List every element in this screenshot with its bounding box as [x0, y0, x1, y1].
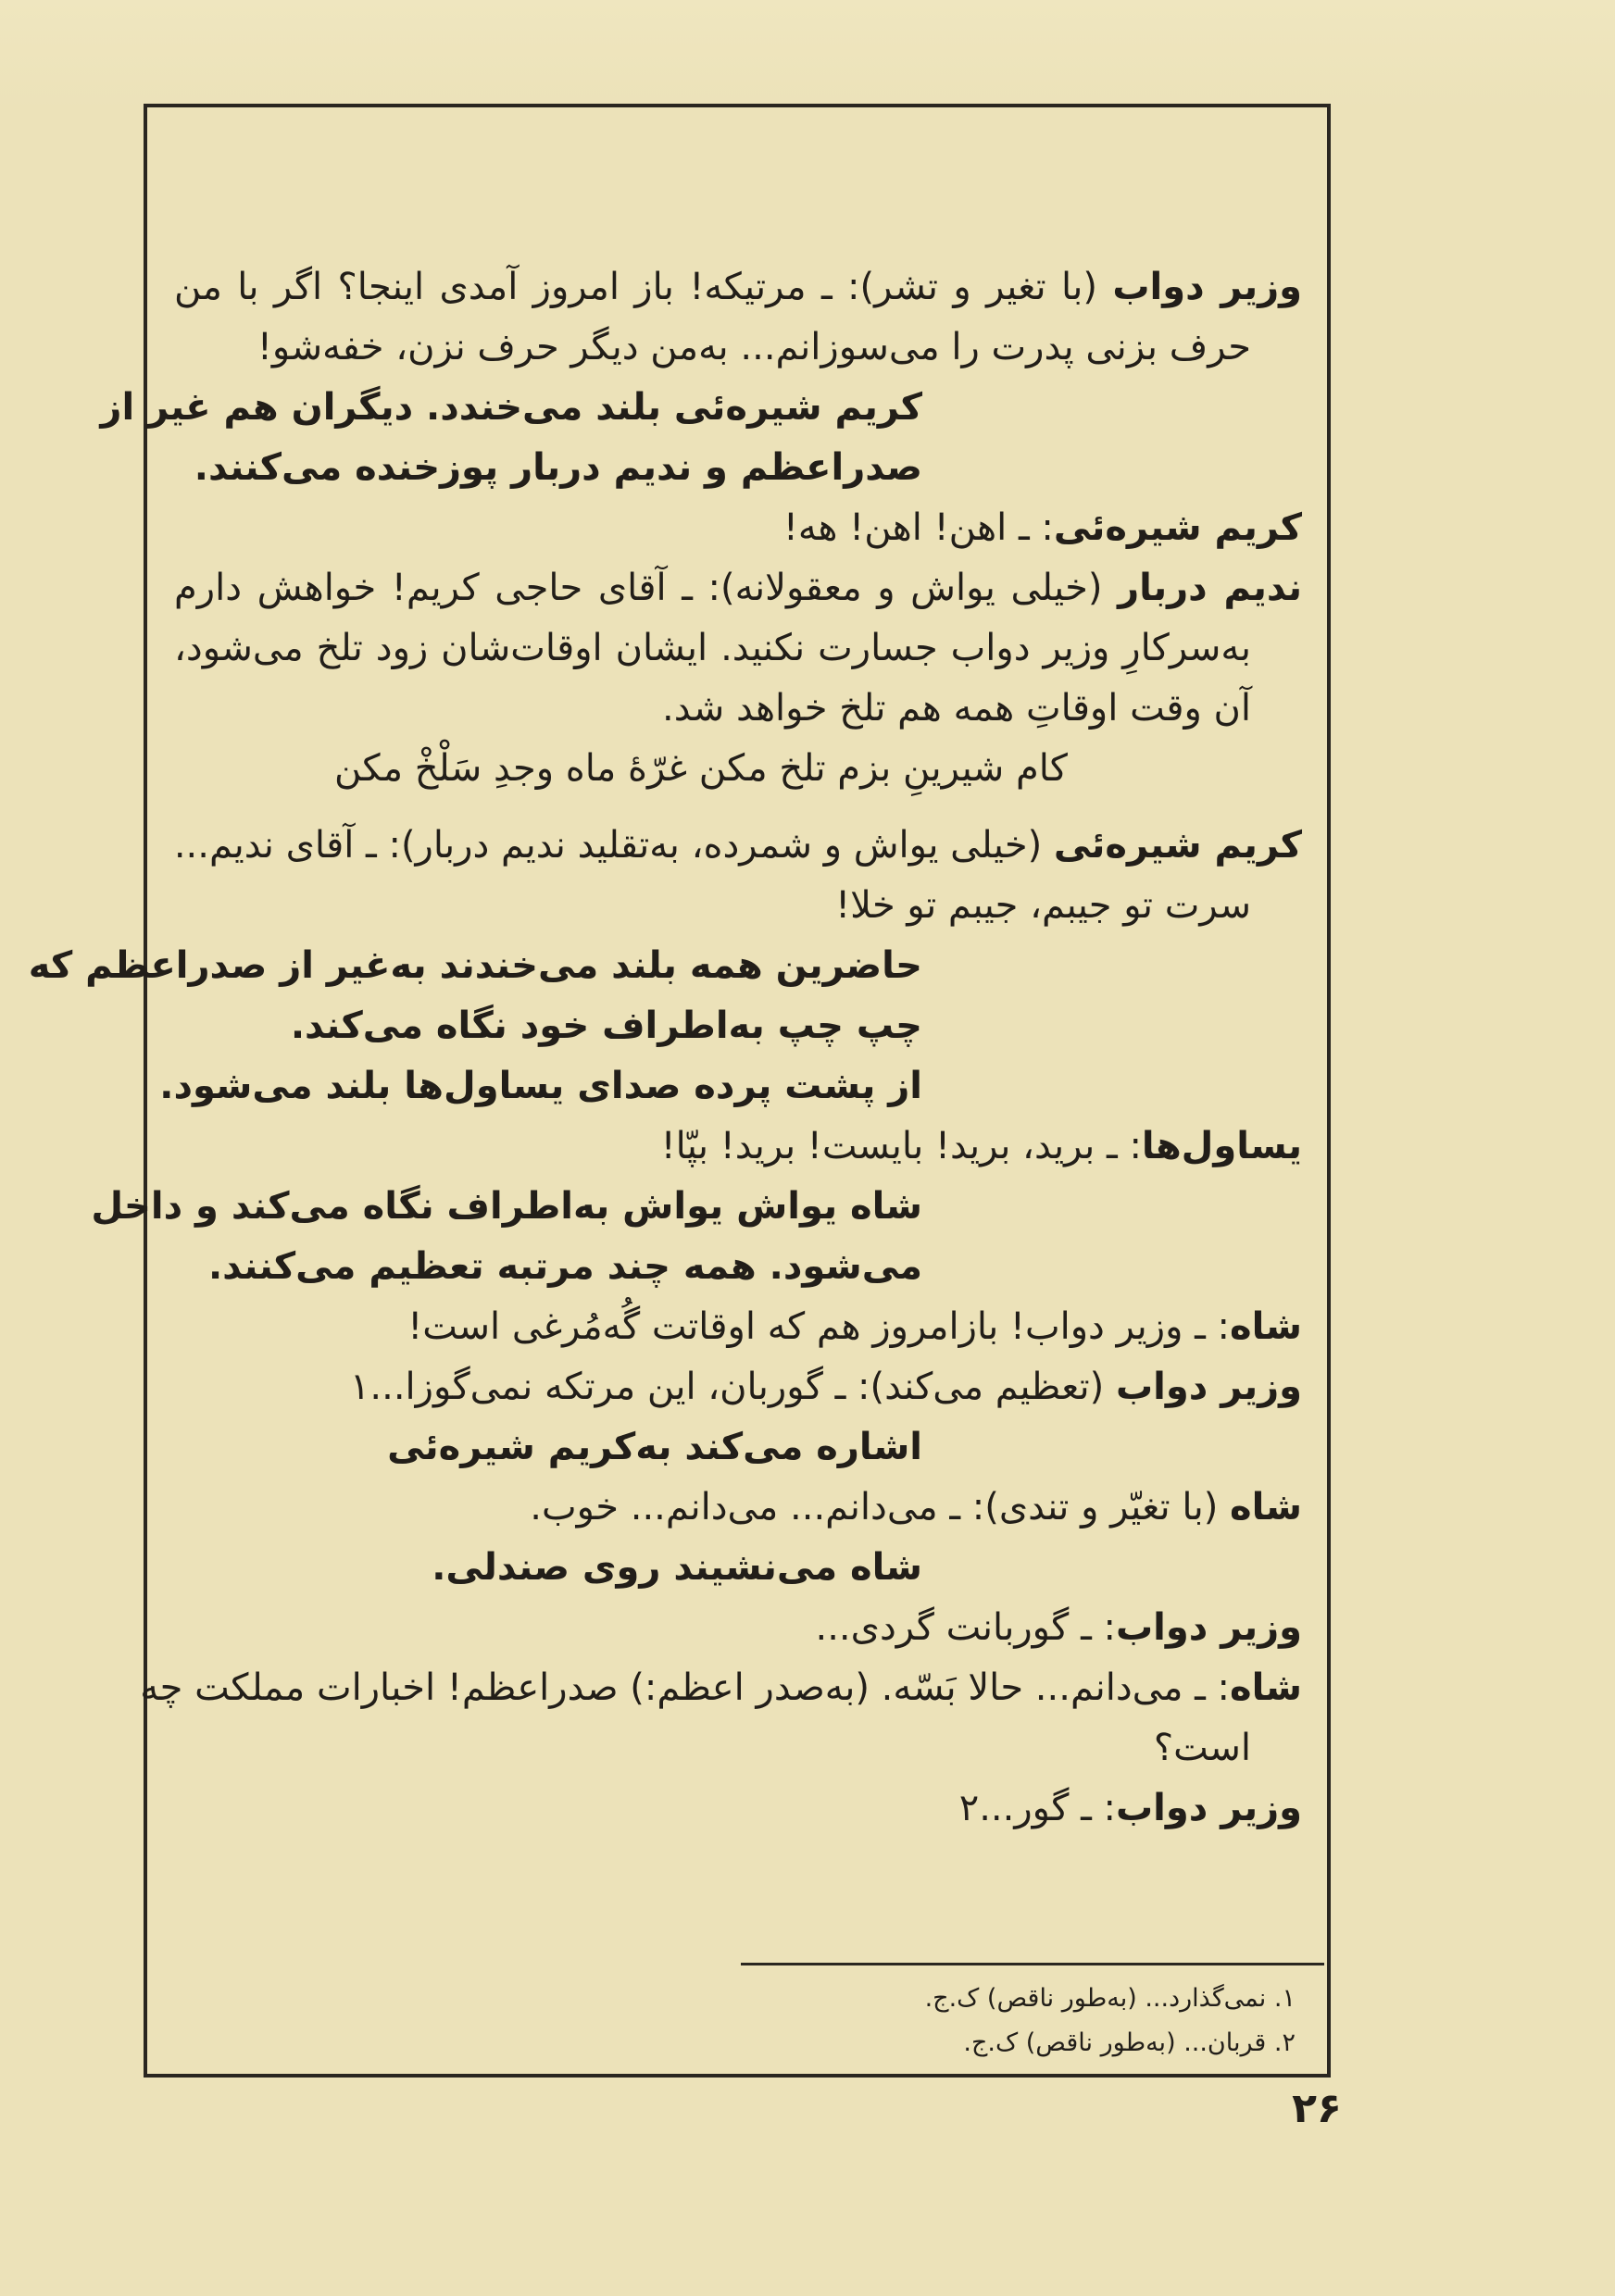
paper-top-shade — [0, 0, 1615, 111]
stage-direction — [174, 1538, 1302, 1598]
dialogue-line — [174, 876, 1302, 936]
speaker-name: کریم شیره‌ئی — [1053, 506, 1302, 549]
line-text: (با تغیر و تشر): ـ مرتیکه! باز امروز آمدی اینجا؟ اگر با من — [174, 266, 1113, 308]
speaker-name: وزیر دواب — [1115, 1366, 1302, 1408]
speaker-name: یساول‌ها — [1141, 1125, 1302, 1167]
footnote-divider — [741, 1963, 1324, 1965]
line-text: اشاره می‌کند به‌کریم شیره‌ئی — [387, 1426, 922, 1468]
speaker-name: شاه — [1230, 1486, 1302, 1529]
footnote: ۲. قربان... (به‌طور ناقص) ک.ج. — [963, 2028, 1296, 2057]
stage-direction — [28, 936, 1302, 996]
footnote: ۱. نمی‌گذارد... (به‌طور ناقص) ک.ج. — [924, 1984, 1296, 2013]
dialogue-line — [174, 618, 1302, 679]
line-text: : ـ گوربانت گردی... — [815, 1606, 1116, 1649]
stage-direction — [91, 1177, 1302, 1237]
stage-direction — [174, 1237, 1302, 1297]
dialogue-line — [140, 1658, 1302, 1718]
line-text: صدراعظم و ندیم دربار پوزخنده می‌کنند. — [194, 446, 922, 489]
line-text: آن وقت اوقاتِ همه هم تلخ خواهد شد. — [662, 687, 1251, 730]
line-text: چپ چپ به‌اطراف خود نگاه می‌کند. — [290, 1004, 922, 1047]
stage-direction — [159, 1056, 1302, 1117]
poem-verse — [174, 739, 1302, 799]
dialogue-line — [174, 1357, 1302, 1417]
dialogue-line — [174, 816, 1302, 876]
line-text: شاه یواش یواش به‌اطراف نگاه می‌کند و داخل — [91, 1185, 922, 1228]
line-text: حرف بزنی پدرت را می‌سوزانم... به‌من دیگر حرف نزن، خفه‌شو! — [257, 326, 1251, 368]
dialogue-line — [174, 257, 1302, 318]
speaker-name: شاه — [1230, 1666, 1302, 1709]
line-text: : ـ گور...۲ — [958, 1787, 1116, 1829]
line-text: است؟ — [1153, 1727, 1251, 1769]
speaker-name: شاه — [1230, 1305, 1302, 1348]
dialogue-line — [174, 318, 1302, 378]
line-text: : ـ وزیر دواب! بازامروز هم که اوقاتت گُه‌مُرغی است! — [407, 1305, 1231, 1348]
dialogue-line — [174, 1117, 1302, 1177]
dialogue-line — [174, 498, 1302, 558]
line-text: می‌شود. همه چند مرتبه تعظیم می‌کنند. — [207, 1245, 922, 1288]
stage-direction — [174, 1417, 1302, 1478]
play-text — [28, 257, 1303, 1839]
line-text: (با تغیّر و تندی): ـ می‌دانم... می‌دانم... خوب. — [530, 1486, 1231, 1529]
line-text: (خیلی یواش و شمرده، به‌تقلید ندیم دربار): ـ آقای ندیم... — [173, 824, 1054, 867]
stage-direction — [174, 438, 1302, 498]
footnotes — [647, 1977, 1296, 2065]
page-number: ۲۶ — [1292, 2085, 1342, 2132]
line-text: حاضرین همه بلند می‌خندند به‌غیر از صدراعظم که — [28, 944, 922, 987]
speaker-name: وزیر دواب — [1115, 1787, 1302, 1829]
spacer — [174, 799, 1302, 816]
speaker-name: کریم شیره‌ئی — [1053, 824, 1302, 867]
dialogue-line — [174, 558, 1302, 618]
speaker-name: ندیم دربار — [1118, 567, 1303, 609]
speaker-name: وزیر دواب — [1115, 1606, 1302, 1649]
dialogue-line — [174, 1598, 1302, 1658]
dialogue-line — [174, 679, 1302, 739]
speaker-name: وزیر دواب — [1112, 266, 1303, 308]
line-text: : ـ می‌دانم... حالا بَسّه. (به‌صدر اعظم:) صدراعظم! اخبارات مملکت چه — [140, 1666, 1231, 1709]
line-text: شاه می‌نشیند روی صندلی. — [432, 1546, 922, 1589]
line-text: از پشت پرده صدای یساول‌ها بلند می‌شود. — [159, 1065, 922, 1107]
line-text: کام شیرینِ بزم تلخ مکن غرّهٔ ماه وجدِ سَلْخْ مکن — [334, 747, 1068, 790]
line-text: سرت تو جیبم، جیبم تو خلا! — [835, 884, 1251, 927]
line-text: (تعظیم می‌کند): ـ گوربان، این مرتکه نمی‌گوزا...۱ — [349, 1366, 1116, 1408]
stage-direction — [174, 996, 1302, 1056]
dialogue-line — [174, 1297, 1302, 1357]
dialogue-line — [174, 1478, 1302, 1538]
line-text: کریم شیره‌ئی بلند می‌خندد. دیگران هم غیر از — [100, 386, 922, 429]
dialogue-line — [174, 1778, 1302, 1839]
line-text: به‌سرکارِ وزیر دواب جسارت نکنید. ایشان اوقات‌شان زود تلخ می‌شود، — [174, 627, 1251, 669]
line-text: : ـ برید، برید! بایست! برید! بپّا! — [660, 1125, 1142, 1167]
line-text: : ـ اهن! اهن! هه! — [782, 506, 1054, 549]
stage-direction — [100, 378, 1302, 438]
dialogue-line — [174, 1718, 1302, 1778]
line-text: (خیلی یواش و معقولانه): ـ آقای حاجی کریم! خواهش دارم — [174, 567, 1119, 609]
